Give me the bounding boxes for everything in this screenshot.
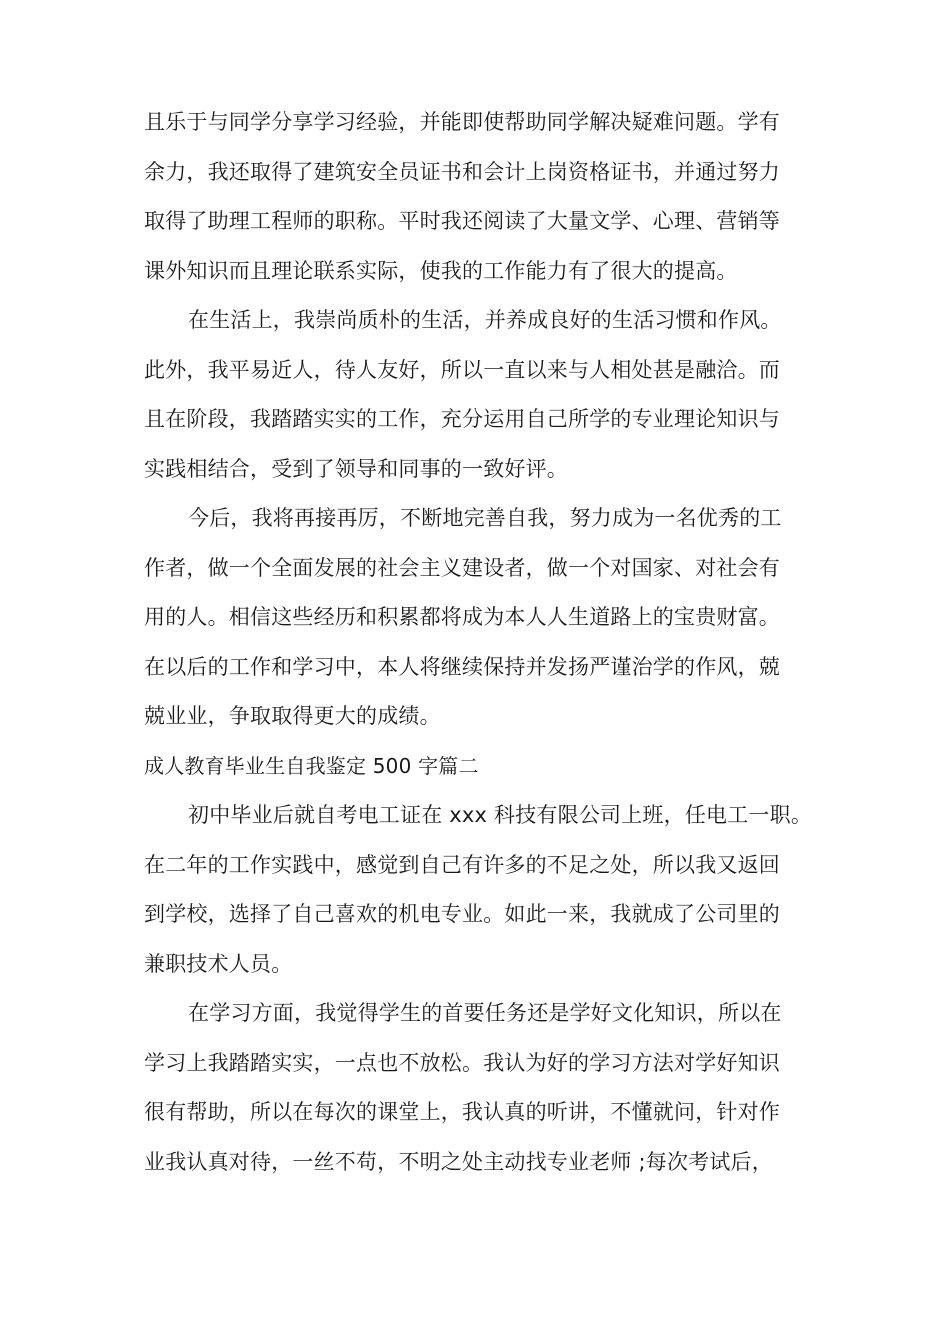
text-line: 学习上我踏踏实实，一点也不放松。我认为好的学习方法对学好知识 [144,1050,780,1075]
text-line: 实践相结合，受到了领导和同事的一致好评。 [144,456,568,481]
text-line: 在以后的工作和学习中，本人将继续保持并发扬严谨治学的作风，兢 [144,654,780,679]
text-line: 业我认真对待，一丝不苟，不明之处主动找专业老师 ;每次考试后， [144,1149,773,1174]
text-line: 到学校，选择了自己喜欢的机电专业。如此一来，我就成了公司里的 [144,902,780,926]
section-heading: 成人教育毕业生自我鉴定 500 字篇二 [144,753,479,778]
text-line: 用的人。相信这些经历和积累都将成为本人人生道路上的宝贵财富。 [144,605,780,629]
text-line: 且乐于与同学分享学习经验，并能即使帮助同学解决疑难问题。学有 [144,110,780,134]
text-line: 作者，做一个全面发展的社会主义建设者，做一个对国家、对社会有 [144,555,780,580]
text-line: 课外知识而且理论联系实际，使我的工作能力有了很大的提高。 [144,258,738,283]
text-line: 兢业业，争取取得更大的成绩。 [144,704,441,728]
text-line: 且在阶段，我踏踏实实的工作，充分运用自己所学的专业理论知识与 [144,407,780,431]
paragraph-start-line: 初中毕业后就自考电工证在 xxx 科技有限公司上班，任电工一职。 [188,803,813,827]
paragraph-start-line: 在生活上，我崇尚质朴的生活，并养成良好的生活习惯和作风。 [188,308,782,332]
text-line: 此外，我平易近人，待人友好，所以一直以来与人相处甚是融洽。而 [144,357,780,382]
text-line: 兼职技术人员。 [144,951,293,976]
text-line: 取得了助理工程师的职称。平时我还阅读了大量文学、心理、营销等 [144,209,780,233]
text-line: 在二年的工作实践中，感觉到自己有许多的不足之处，所以我又返回 [144,852,780,877]
text-line: 余力，我还取得了建筑安全员证书和会计上岗资格证书，并通过努力 [144,159,780,184]
text-line: 很有帮助，所以在每次的课堂上，我认真的听讲，不懂就问，针对作 [144,1100,780,1124]
paragraph-start-line: 在学习方面，我觉得学生的首要任务还是学好文化知识，所以在 [188,1001,782,1025]
document-body [144,98,820,1187]
paragraph-start-line: 今后，我将再接再厉，不断地完善自我，努力成为一名优秀的工 [188,506,782,530]
